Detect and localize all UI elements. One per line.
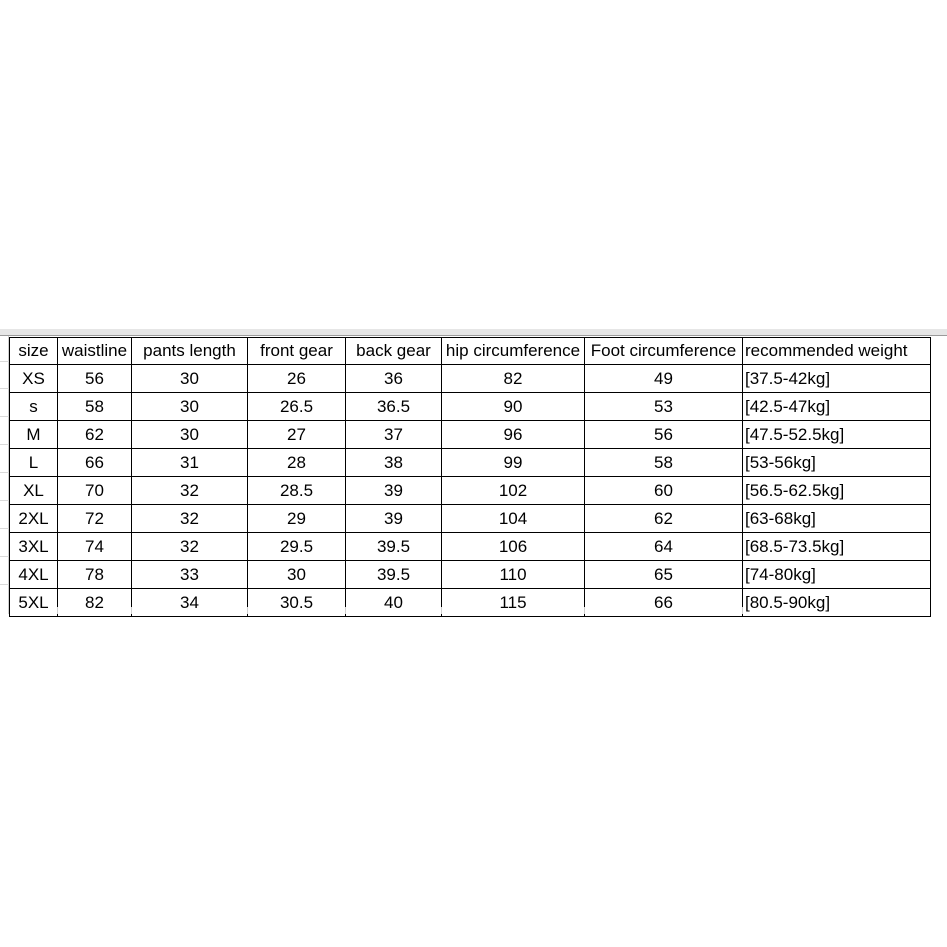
cell-waistline[interactable]: 74 [58, 533, 132, 561]
cell-back-gear[interactable]: 39.5 [346, 533, 442, 561]
cell-front-gear[interactable]: 27 [248, 421, 346, 449]
cell-front-gear[interactable]: 29 [248, 505, 346, 533]
cell-hip-circumference[interactable]: 104 [442, 505, 585, 533]
cell-front-gear[interactable]: 28.5 [248, 477, 346, 505]
cell-foot-circumference[interactable]: 66 [585, 589, 743, 617]
cell-hip-circumference[interactable]: 82 [442, 365, 585, 393]
cell-pants-length[interactable]: 30 [132, 365, 248, 393]
cell-pants-length[interactable]: 32 [132, 477, 248, 505]
cell-pants-length[interactable]: 31 [132, 449, 248, 477]
cell-recommended-weight[interactable]: [37.5-42kg] [743, 365, 931, 393]
column-header-strip [0, 329, 947, 336]
header-cell-size[interactable]: size [10, 338, 58, 365]
cell-waistline[interactable]: 56 [58, 365, 132, 393]
cell-back-gear[interactable]: 39.5 [346, 561, 442, 589]
gridline-stubs [9, 607, 930, 614]
cell-size[interactable]: M [10, 421, 58, 449]
table-row [10, 477, 931, 505]
table-row [10, 449, 931, 477]
table-row [10, 561, 931, 589]
cell-front-gear[interactable]: 26.5 [248, 393, 346, 421]
cell-front-gear[interactable]: 26 [248, 365, 346, 393]
cell-pants-length[interactable]: 30 [132, 393, 248, 421]
cell-size[interactable]: XS [10, 365, 58, 393]
cell-front-gear[interactable]: 30.5 [248, 589, 346, 617]
cell-hip-circumference[interactable]: 90 [442, 393, 585, 421]
cell-hip-circumference[interactable]: 110 [442, 561, 585, 589]
cell-recommended-weight[interactable]: [63-68kg] [743, 505, 931, 533]
cell-foot-circumference[interactable]: 60 [585, 477, 743, 505]
cell-recommended-weight[interactable]: [68.5-73.5kg] [743, 533, 931, 561]
cell-back-gear[interactable]: 40 [346, 589, 442, 617]
cell-foot-circumference[interactable]: 64 [585, 533, 743, 561]
cell-waistline[interactable]: 58 [58, 393, 132, 421]
cell-recommended-weight[interactable]: [80.5-90kg] [743, 589, 931, 617]
cell-waistline[interactable]: 78 [58, 561, 132, 589]
cell-front-gear[interactable]: 28 [248, 449, 346, 477]
cell-back-gear[interactable]: 37 [346, 421, 442, 449]
cell-back-gear[interactable]: 38 [346, 449, 442, 477]
table-row [10, 505, 931, 533]
header-cell-pants-length[interactable]: pants length [132, 338, 248, 365]
cell-size[interactable]: 3XL [10, 533, 58, 561]
cell-waistline[interactable]: 70 [58, 477, 132, 505]
cell-pants-length[interactable]: 33 [132, 561, 248, 589]
cell-pants-length[interactable]: 32 [132, 505, 248, 533]
spreadsheet-area [0, 329, 947, 614]
cell-foot-circumference[interactable]: 49 [585, 365, 743, 393]
cell-hip-circumference[interactable]: 115 [442, 589, 585, 617]
cell-foot-circumference[interactable]: 56 [585, 421, 743, 449]
header-cell-back-gear[interactable]: back gear [346, 338, 442, 365]
cell-foot-circumference[interactable]: 58 [585, 449, 743, 477]
cell-front-gear[interactable]: 29.5 [248, 533, 346, 561]
cell-recommended-weight[interactable]: [56.5-62.5kg] [743, 477, 931, 505]
table-row [10, 393, 931, 421]
cell-back-gear[interactable]: 39 [346, 505, 442, 533]
cell-hip-circumference[interactable]: 106 [442, 533, 585, 561]
cell-back-gear[interactable]: 36 [346, 365, 442, 393]
row-header-strip [0, 336, 9, 614]
cell-waistline[interactable]: 72 [58, 505, 132, 533]
cell-size[interactable]: 2XL [10, 505, 58, 533]
cell-size[interactable]: L [10, 449, 58, 477]
size-chart-table [9, 337, 931, 617]
cell-recommended-weight[interactable]: [47.5-52.5kg] [743, 421, 931, 449]
cell-waistline[interactable]: 82 [58, 589, 132, 617]
cell-hip-circumference[interactable]: 99 [442, 449, 585, 477]
cell-recommended-weight[interactable]: [42.5-47kg] [743, 393, 931, 421]
cell-waistline[interactable]: 62 [58, 421, 132, 449]
cell-hip-circumference[interactable]: 102 [442, 477, 585, 505]
cell-back-gear[interactable]: 39 [346, 477, 442, 505]
cell-pants-length[interactable]: 30 [132, 421, 248, 449]
table-row [10, 365, 931, 393]
cell-waistline[interactable]: 66 [58, 449, 132, 477]
cell-front-gear[interactable]: 30 [248, 561, 346, 589]
cell-size[interactable]: XL [10, 477, 58, 505]
header-cell-recommended-weight[interactable]: recommended weight [743, 338, 931, 365]
cell-recommended-weight[interactable]: [74-80kg] [743, 561, 931, 589]
cell-hip-circumference[interactable]: 96 [442, 421, 585, 449]
cell-foot-circumference[interactable]: 53 [585, 393, 743, 421]
cell-pants-length[interactable]: 32 [132, 533, 248, 561]
header-cell-hip-circumference[interactable]: hip circumference [442, 338, 585, 365]
table-row [10, 421, 931, 449]
header-cell-front-gear[interactable]: front gear [248, 338, 346, 365]
cell-pants-length[interactable]: 34 [132, 589, 248, 617]
table-row [10, 533, 931, 561]
cell-back-gear[interactable]: 36.5 [346, 393, 442, 421]
cell-foot-circumference[interactable]: 62 [585, 505, 743, 533]
cell-size[interactable]: 5XL [10, 589, 58, 617]
header-cell-waistline[interactable]: waistline [58, 338, 132, 365]
cell-size[interactable]: s [10, 393, 58, 421]
cell-foot-circumference[interactable]: 65 [585, 561, 743, 589]
header-cell-foot-circumference[interactable]: Foot circumference [585, 338, 743, 365]
header-row [10, 338, 931, 365]
cell-recommended-weight[interactable]: [53-56kg] [743, 449, 931, 477]
cell-size[interactable]: 4XL [10, 561, 58, 589]
